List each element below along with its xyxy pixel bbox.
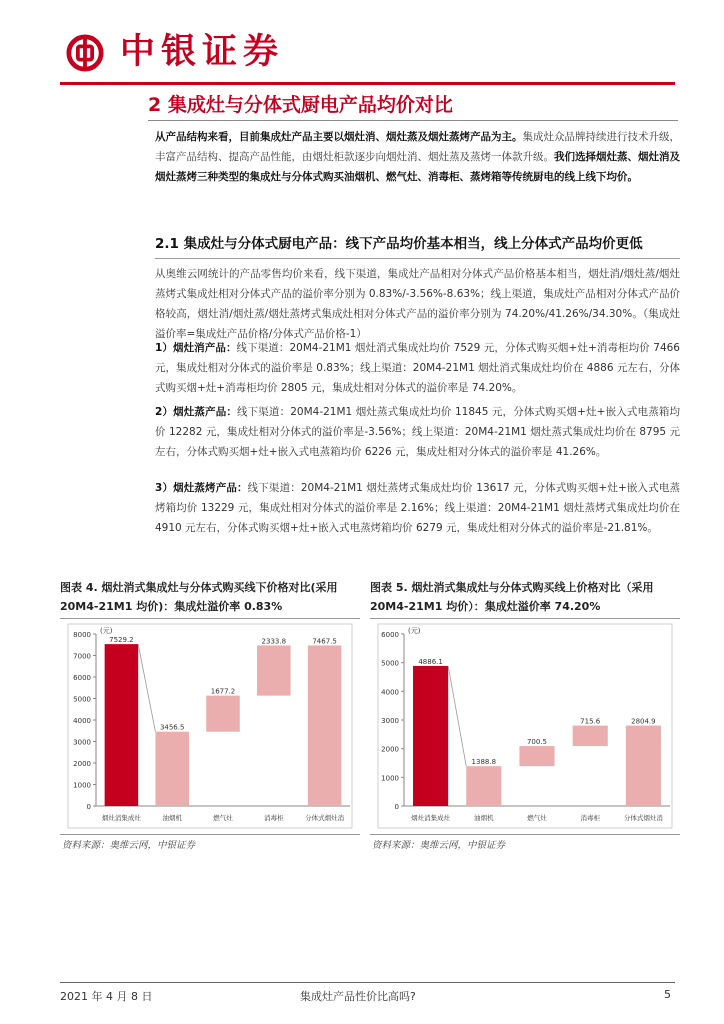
chart-bar bbox=[413, 666, 448, 806]
chart-bar bbox=[466, 766, 501, 806]
figure-4-chart bbox=[60, 622, 360, 832]
item-label: 1）烟灶消产品： bbox=[155, 342, 237, 354]
bar-value-label: 7467.5 bbox=[312, 637, 337, 646]
bar-value-label: 2333.8 bbox=[261, 637, 287, 646]
intro-paragraph bbox=[155, 127, 680, 187]
item-text: 线下渠道：20M4-21M1 烟灶消式集成灶均价 7529 元，分体式购买烟+灶+消毒柜均价 7466 元，集成灶相对分体式的溢价率是 0.83%；线上渠道：20M4-21M1 烟灶消式集成灶均价在 4886 元左右，分体式购买烟+灶+消毒柜均价 2805 元，集成灶相对分体式的溢价率是 74.20%。 bbox=[155, 342, 680, 394]
y-tick-label: 5000 bbox=[73, 695, 91, 704]
y-tick-label: 2000 bbox=[73, 760, 91, 768]
x-category-label: 分体式烟灶消 bbox=[305, 814, 345, 822]
bar-value-label: 2804.9 bbox=[631, 717, 656, 726]
brand-name: 中银证券 bbox=[120, 31, 285, 72]
figure-4-source: 资料来源：奥维云网，中银证券 bbox=[62, 840, 196, 851]
chart-bar bbox=[206, 696, 240, 732]
item-smoke-stove-steam-oven bbox=[155, 478, 680, 538]
figure-4-rule bbox=[60, 618, 360, 619]
header-divider bbox=[60, 82, 675, 85]
y-tick-label: 1000 bbox=[381, 774, 399, 783]
figure-5-rule bbox=[370, 618, 680, 619]
bank-of-china-logo-icon bbox=[66, 34, 104, 72]
intro-text: 集成灶众品牌持续进行技术升级，丰富产品结构、提高产品性能，由烟灶柜款逐步向烟灶消、烟灶蒸及蒸烤一体款升级。 bbox=[155, 131, 680, 163]
item-smoke-stove-steamer bbox=[155, 402, 680, 462]
section-title: 2 集成灶与分体式厨电产品均价对比 bbox=[148, 94, 453, 116]
chart-bar bbox=[626, 726, 661, 806]
y-tick-label: 3000 bbox=[73, 738, 91, 747]
y-tick-label: 3000 bbox=[381, 717, 399, 725]
bar-value-label: 4886.1 bbox=[418, 657, 443, 666]
bar-value-label: 3456.5 bbox=[159, 723, 185, 732]
bar-value-label: 7529.2 bbox=[109, 636, 134, 645]
figure-5-chart bbox=[370, 622, 680, 832]
chart-bar bbox=[105, 644, 139, 806]
x-category-label: 油烟机 bbox=[474, 814, 494, 822]
y-tick-label: 4000 bbox=[381, 688, 399, 697]
item-label: 2）烟灶蒸产品： bbox=[155, 406, 237, 418]
y-tick-label: 2000 bbox=[381, 745, 399, 754]
y-tick-label: 1000 bbox=[73, 781, 91, 790]
chart-bar bbox=[155, 732, 189, 806]
y-unit-label: (元) bbox=[100, 627, 113, 635]
bar-value-label: 1677.2 bbox=[210, 687, 236, 696]
figure-4-source-rule bbox=[60, 834, 360, 835]
x-category-label: 烟灶消集成灶 bbox=[411, 814, 451, 822]
x-category-label: 燃气灶 bbox=[527, 814, 547, 822]
chart-bar bbox=[257, 645, 291, 695]
chart-bar bbox=[308, 645, 342, 806]
subsection-divider bbox=[155, 258, 680, 259]
x-category-label: 消毒柜 bbox=[580, 814, 600, 822]
page-number: 5 bbox=[664, 988, 671, 1001]
y-tick-label: 4000 bbox=[73, 717, 91, 725]
subsection-body: 从奥维云网统计的产品零售均价来看，线下渠道，集成灶产品相对分体式产品价格基本相当，烟灶消/烟灶蒸/烟灶蒸烤式集成灶相对分体式产品的溢价率分别为 0.83%/-3.56%-8.63%；线上渠道，集成灶产品相对分体式产品价格较高，烟灶消/烟灶蒸/烟灶蒸烤式集成灶相对分体式产品的溢价率分别为 74.20%/41.26%/34.30%。（集成灶溢价率=集成灶产品价格/分体式产品价格-1） bbox=[155, 268, 680, 340]
item-label: 3）烟灶蒸烤产品： bbox=[155, 482, 248, 494]
figure-4-title: 图表 4. 烟灶消式集成灶与分体式购买线下价格对比(采用 20M4-21M1 均价)：集成灶溢价率 0.83% bbox=[60, 581, 338, 613]
y-tick-label: 0 bbox=[394, 803, 399, 811]
section-divider bbox=[148, 120, 678, 121]
figure-5-title: 图表 5. 烟灶消式集成灶与分体式购买线上价格对比（采用 20M4-21M1 均价）：集成灶溢价率 74.20% bbox=[370, 581, 654, 613]
x-category-label: 油烟机 bbox=[162, 814, 182, 822]
figure-5-source: 资料来源：奥维云网，中银证券 bbox=[372, 840, 506, 851]
x-category-label: 燃气灶 bbox=[213, 814, 233, 822]
y-tick-label: 5000 bbox=[381, 659, 399, 668]
y-tick-label: 8000 bbox=[73, 631, 91, 639]
item-text: 线下渠道：20M4-21M1 烟灶蒸烤式集成灶均价 13617 元，分体式购买烟+灶+嵌入式电蒸烤箱均价 13229 元，集成灶相对分体式的溢价率是 2.16%；线上渠道：20M4-21M1 烟灶蒸烤式集成灶均价在 4910 元左右，分体式购买烟+灶+嵌入式电蒸烤箱均价 6279 元，集成灶相对分体式的溢价率是-21.81%。 bbox=[155, 482, 681, 534]
chart-bar bbox=[519, 746, 554, 766]
y-tick-label: 6000 bbox=[73, 674, 91, 682]
y-tick-label: 6000 bbox=[381, 631, 399, 639]
x-category-label: 消毒柜 bbox=[264, 814, 284, 822]
intro-bold-lead: 从产品结构来看，目前集成灶产品主要以烟灶消、烟灶蒸及烟灶蒸烤产品为主。 bbox=[155, 131, 523, 143]
footer-divider bbox=[60, 982, 675, 983]
waterfall-connector bbox=[138, 644, 155, 732]
footer-date: 2021 年 4 月 8 日 bbox=[60, 990, 153, 1003]
x-category-label: 分体式烟灶消 bbox=[623, 814, 663, 822]
figure-5-source-rule bbox=[370, 834, 680, 835]
subsection-title: 2.1 集成灶与分体式厨电产品：线下产品均价基本相当，线上分体式产品均价更低 bbox=[155, 236, 643, 252]
bar-value-label: 700.5 bbox=[526, 738, 548, 747]
item-smoke-stove-sterilizer bbox=[155, 338, 680, 398]
y-tick-label: 0 bbox=[86, 803, 91, 811]
y-unit-label: (元) bbox=[408, 627, 421, 635]
intro-bold-tail: 我们选择烟灶蒸、烟灶消及烟灶蒸烤三种类型的集成灶与分体式购买油烟机、燃气灶、消毒柜、蒸烤箱等传统厨电的线上线下均价。 bbox=[155, 151, 680, 183]
bar-value-label: 715.6 bbox=[580, 717, 601, 726]
chart-bar bbox=[573, 726, 608, 747]
bar-value-label: 1388.8 bbox=[471, 758, 497, 767]
y-tick-label: 7000 bbox=[73, 652, 91, 661]
item-text: 线下渠道：20M4-21M1 烟灶蒸式集成灶均价 11845 元，分体式购买烟+灶+嵌入式电蒸箱均价 12282 元，集成灶相对分体式的溢价率是-3.56%；线上渠道：20M4-21M1 烟灶蒸式集成灶均价在 8795 元左右，分体式购买烟+灶+嵌入式电蒸箱均价 6226 元，集成灶相对分体式的溢价率是 41.26%。 bbox=[155, 406, 680, 458]
x-category-label: 烟灶消集成灶 bbox=[101, 814, 141, 822]
footer-title: 集成灶产品性价比高吗? bbox=[300, 990, 416, 1003]
waterfall-connector bbox=[448, 666, 466, 766]
